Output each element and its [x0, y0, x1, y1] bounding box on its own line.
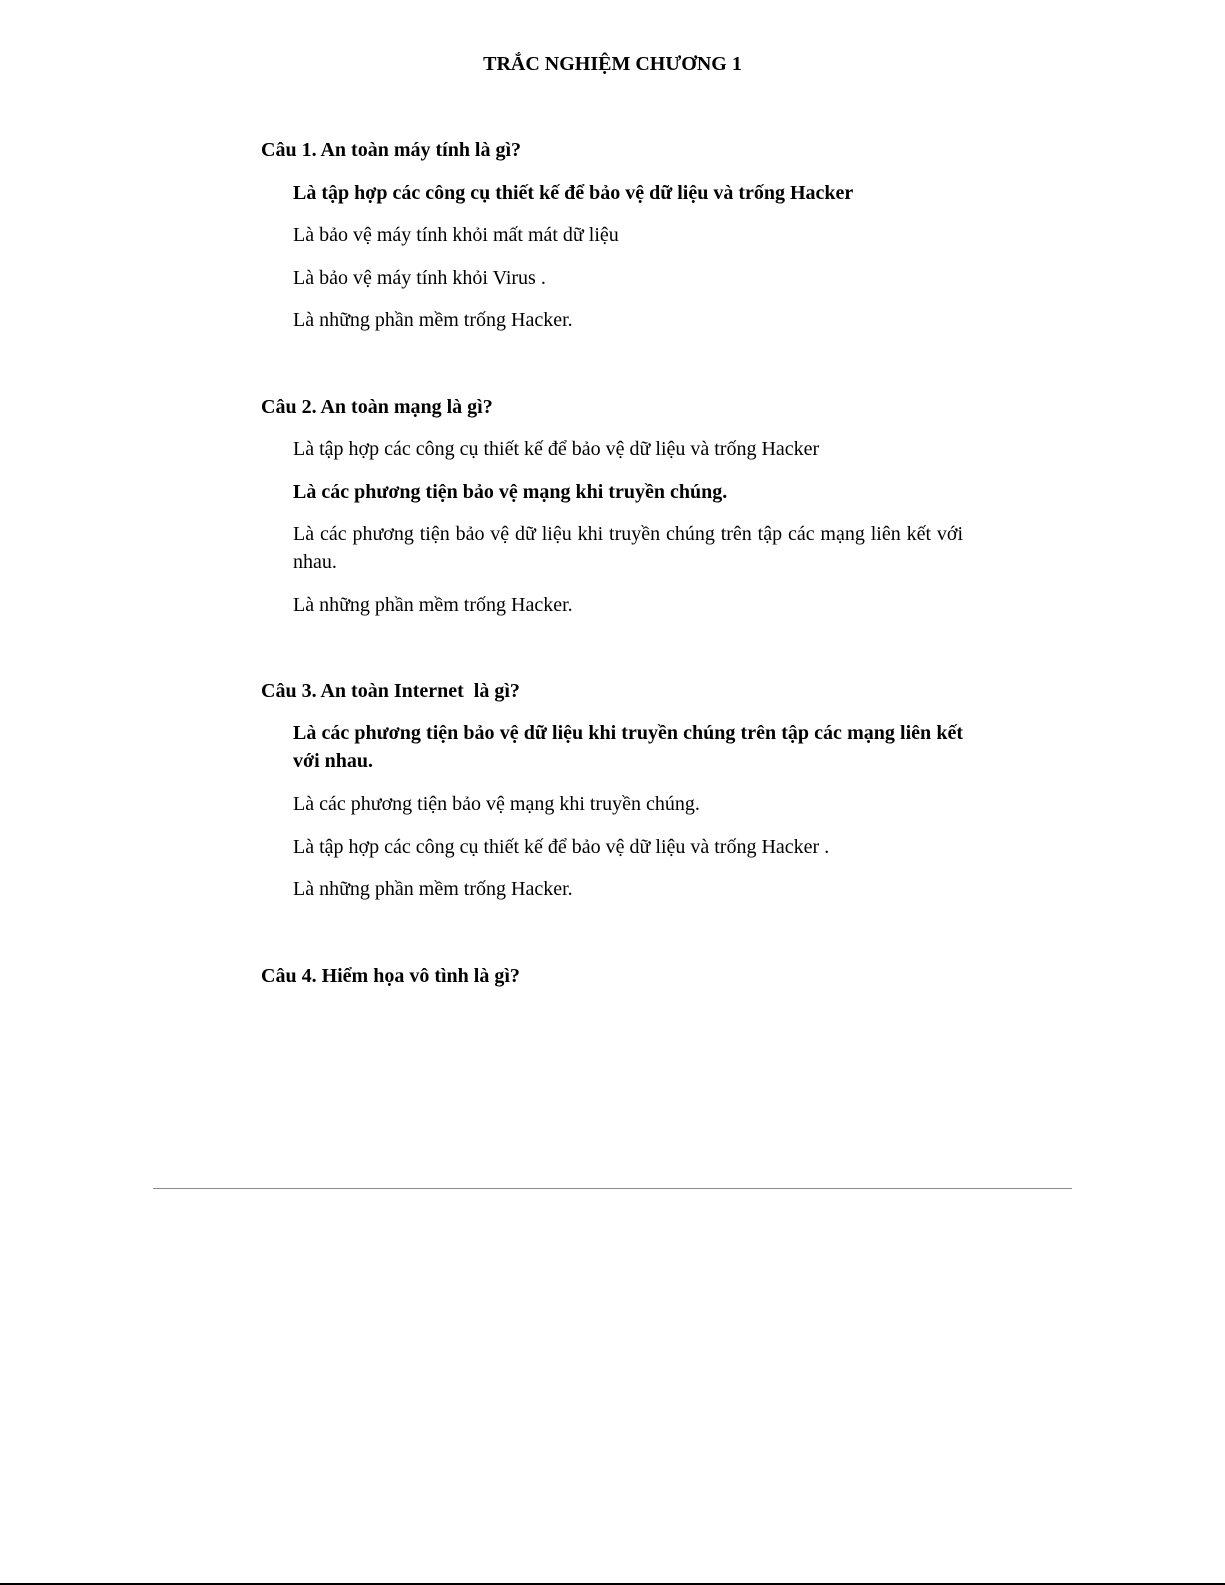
question-3-option-3: Là tập hợp các công cụ thiết kế để bảo vệ dữ liệu và trống Hacker .: [293, 836, 830, 858]
question-1-option-1: Là tập hợp các công cụ thiết kế để bảo vệ dữ liệu và trống Hacker: [293, 182, 854, 204]
question-1-heading: Câu 1. An toàn máy tính là gì?: [261, 139, 522, 161]
question-2-option-3: Là các phương tiện bảo vệ dữ liệu khi truyền chúng trên tập các mạng liên kết với nhau.: [293, 523, 963, 573]
question-2-option-4: Là những phần mềm trống Hacker.: [293, 594, 573, 616]
page-divider: [153, 1188, 1072, 1189]
question-1-option-3: Là bảo vệ máy tính khỏi Virus .: [293, 267, 546, 289]
question-4-heading: Câu 4. Hiểm họa vô tình là gì?: [261, 965, 520, 987]
question-1-option-2: Là bảo vệ máy tính khỏi mất mát dữ liệu: [293, 224, 619, 246]
question-3-option-4: Là những phần mềm trống Hacker.: [293, 878, 573, 900]
question-1-option-4: Là những phần mềm trống Hacker.: [293, 309, 573, 331]
question-3-option-1: Là các phương tiện bảo vệ dữ liệu khi truyền chúng trên tập các mạng liên kết với nhau.: [293, 722, 963, 772]
question-3-option-2: Là các phương tiện bảo vệ mạng khi truyền chúng.: [293, 793, 700, 815]
question-2-option-1: Là tập hợp các công cụ thiết kế để bảo vệ dữ liệu và trống Hacker: [293, 438, 820, 460]
question-2-heading: Câu 2. An toàn mạng là gì?: [261, 396, 493, 418]
page-title: TRẮC NGHIỆM CHƯƠNG 1: [483, 53, 742, 75]
question-2-option-2: Là các phương tiện bảo vệ mạng khi truyền chúng.: [293, 481, 728, 503]
question-3-heading: Câu 3. An toàn Internet là gì?: [261, 680, 520, 702]
